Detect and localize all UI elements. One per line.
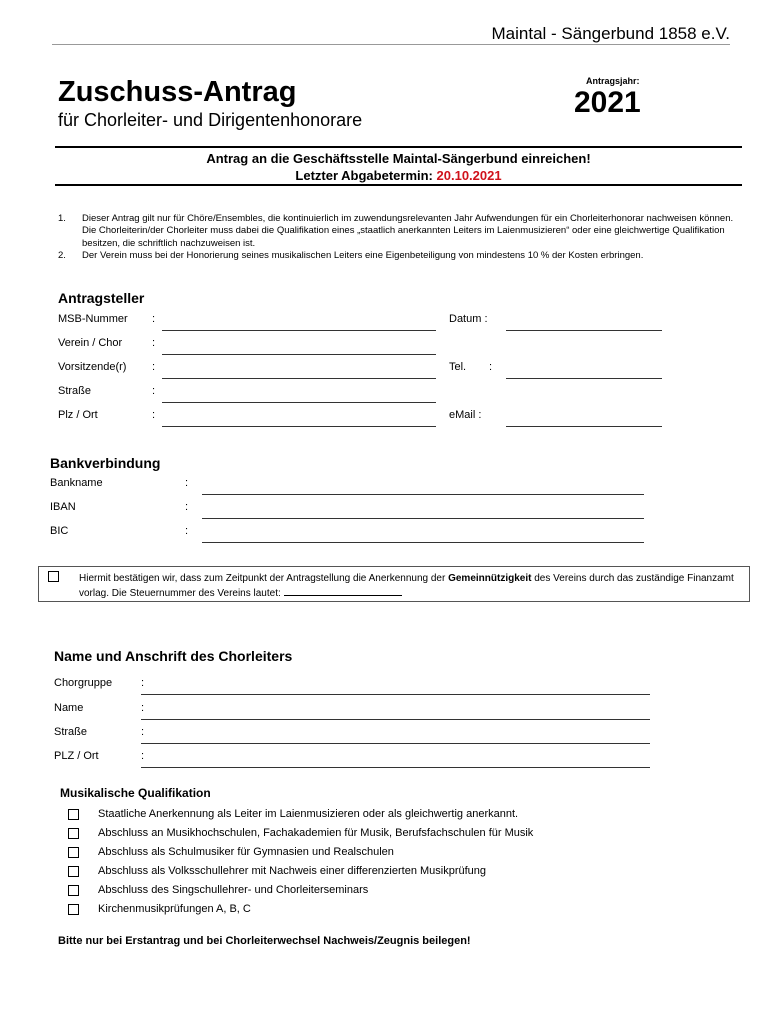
phone-label: Tel. [449, 361, 467, 373]
form-title: Zuschuss-Antrag [58, 76, 297, 108]
iban-label: IBAN [50, 501, 76, 513]
field-colon: : [152, 385, 156, 397]
qualification-label: Abschluss des Singschullehrer- und Chorleiterseminars [98, 884, 369, 896]
confirmation-text-start: Hiermit bestätigen wir, dass zum Zeitpunkt der Antragstellung die Anerkennung der [79, 573, 449, 584]
year-label: Antragsjahr: [586, 76, 640, 86]
deadline-line [55, 167, 742, 184]
non-profit-confirmation [38, 566, 750, 602]
qualification-label: Kirchenmusikprüfungen A, B, C [98, 903, 251, 915]
qualification-checkbox[interactable] [68, 885, 79, 896]
club-choir-input[interactable] [162, 354, 436, 355]
confirmation-text-end: des Vereins durch das zuständige Finanzamt vorlag. Die Steuernummer des Vereins lautet: [79, 573, 734, 599]
qualification-checkbox[interactable] [68, 847, 79, 858]
choir-group-label: Chorgruppe [54, 677, 113, 689]
field-colon: : [141, 726, 145, 738]
non-profit-term: Gemeinnützigkeit [448, 573, 532, 584]
msb-number-input[interactable] [162, 330, 436, 331]
director-heading: Name und Anschrift des Chorleiters [54, 648, 293, 664]
note-item [58, 213, 748, 250]
email-label: eMail : [449, 409, 482, 421]
chairperson-input[interactable] [162, 378, 436, 379]
email-input[interactable] [506, 426, 662, 427]
bic-label: BIC [50, 525, 69, 537]
iban-input[interactable] [202, 518, 644, 519]
form-subtitle: für Chorleiter- und Dirigentenhonorare [58, 110, 363, 130]
field-colon: : [489, 361, 493, 373]
note-text: Der Verein muss bei der Honorierung seines musikalischen Leiters eine Eigenbeteiligung von mindestens 10 % der Kosten erbringen. [82, 249, 644, 261]
field-colon: : [141, 677, 145, 689]
qualification-label: Abschluss an Musikhochschulen, Fachakademien für Musik, Berufsfachschulen für Musik [98, 827, 534, 839]
submission-banner [55, 146, 742, 186]
qualification-checkbox[interactable] [68, 904, 79, 915]
bank-name-input[interactable] [202, 494, 644, 495]
applicant-heading: Antragsteller [58, 290, 145, 306]
director-zip-city-input[interactable] [141, 767, 650, 768]
zip-city-input[interactable] [162, 426, 436, 427]
field-colon: : [152, 409, 156, 421]
organization-name: Maintal - Sängerbund 1858 e.V. [491, 24, 730, 43]
field-colon: : [141, 750, 145, 762]
qualification-checkbox[interactable] [68, 809, 79, 820]
bank-heading: Bankverbindung [50, 455, 161, 471]
confirmation-checkbox[interactable] [48, 571, 59, 582]
note-item [58, 250, 748, 262]
choir-group-input[interactable] [141, 694, 650, 695]
year-value: 2021 [574, 86, 641, 119]
banner-line: Antrag an die Geschäftsstelle Maintal-Sängerbund einreichen! [206, 151, 591, 166]
deadline-date: 20.10.2021 [436, 168, 502, 183]
qualification-label: Abschluss als Schulmusiker für Gymnasien und Realschulen [98, 846, 394, 858]
qualification-heading: Musikalische Qualifikation [60, 786, 211, 800]
director-street-input[interactable] [141, 743, 650, 744]
field-colon: : [185, 525, 189, 537]
director-name-label: Name [54, 702, 84, 714]
field-colon: : [152, 337, 156, 349]
qualification-checkbox[interactable] [68, 828, 79, 839]
header-rule [52, 44, 730, 45]
club-choir-label: Verein / Chor [58, 337, 123, 349]
director-street-label: Straße [54, 726, 88, 738]
zip-city-label: Plz / Ort [58, 409, 98, 421]
note-text: Dieser Antrag gilt nur für Chöre/Ensembles, die kontinuierlich im zuwendungsrelevanten Jahr Aufwendungen für ein Chorleiterhonorar nachweisen können. Die Chorleiterin/der Chorleiter muss dabei die Qualifikation eines „staatlich anerkannten Leiters im Laienmusizieren“ oder eine gleichwertige Qualifikation besitzen, die schriftlich nachzuweisen ist. [82, 213, 734, 249]
deadline-label: Letzter Abgabetermin: [295, 168, 433, 183]
street-input[interactable] [162, 402, 436, 403]
qualification-label: Staatliche Anerkennung als Leiter im Laienmusizieren oder als gleichwertig anerkannt. [98, 808, 519, 820]
footer-note: Bitte nur bei Erstantrag und bei Chorleiterwechsel Nachweis/Zeugnis beilegen! [58, 935, 471, 947]
field-colon: : [185, 501, 189, 513]
bank-name-label: Bankname [50, 477, 103, 489]
msb-number-label: MSB-Nummer [58, 313, 128, 325]
field-colon: : [185, 477, 189, 489]
chairperson-label: Vorsitzende(r) [58, 361, 127, 373]
field-colon: : [141, 702, 145, 714]
street-label: Straße [58, 385, 92, 397]
phone-input[interactable] [506, 378, 662, 379]
director-zip-city-label: PLZ / Ort [54, 750, 99, 762]
note-number: 1. [58, 213, 66, 224]
notes-list [58, 213, 748, 262]
qualification-checkbox[interactable] [68, 866, 79, 877]
field-colon: : [152, 313, 156, 325]
tax-number-input[interactable] [284, 586, 402, 596]
confirmation-text [79, 572, 739, 601]
note-number: 2. [58, 249, 66, 261]
field-colon: : [152, 361, 156, 373]
qualification-label: Abschluss als Volksschullehrer mit Nachweis einer differenzierten Musikprüfung [98, 865, 487, 877]
date-label: Datum : [449, 313, 488, 325]
date-input[interactable] [506, 330, 662, 331]
bic-input[interactable] [202, 542, 644, 543]
director-name-input[interactable] [141, 719, 650, 720]
